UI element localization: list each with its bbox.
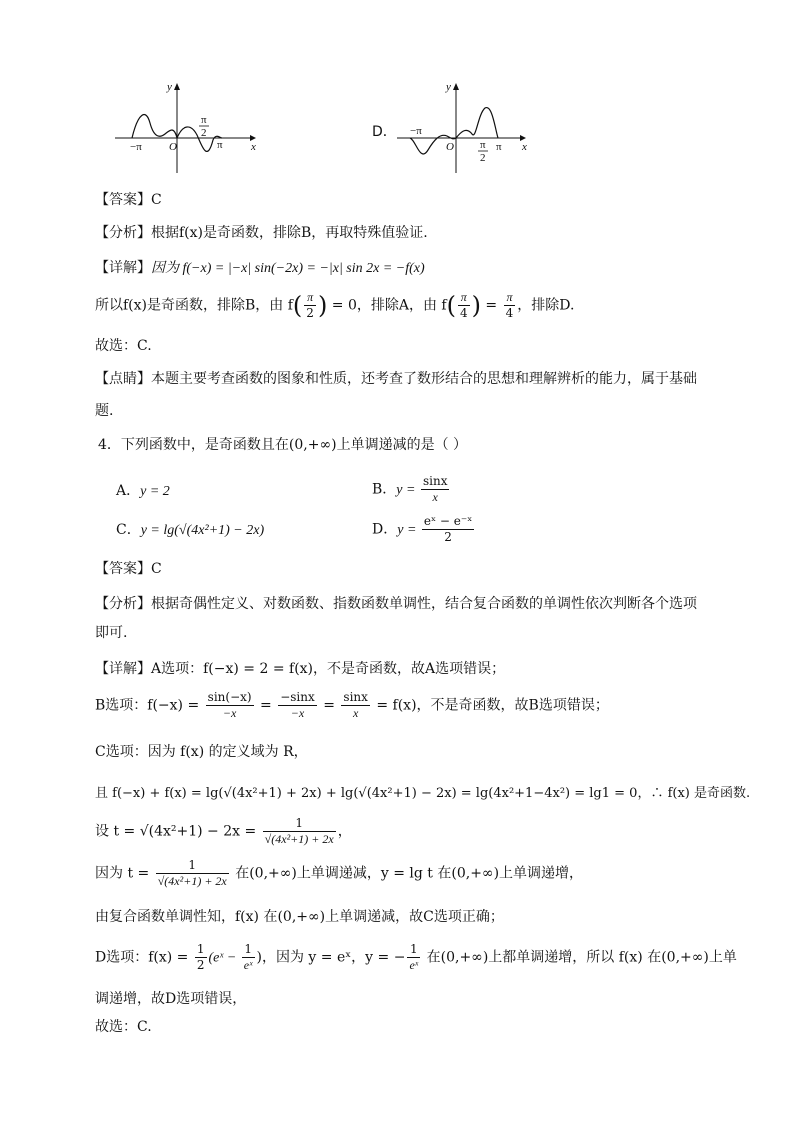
q4-option-d: D．y = $\frac{\text{eˣ − e⁻ˣ}}{2}$ xyxy=(372,514,473,544)
option-d-label: D． xyxy=(372,124,397,140)
y-label: y xyxy=(167,81,172,93)
q4-detail-c4: 因为 t = $\frac{1}{\text{√(4x²+1) + 2x}}$ 在(0,+∞)上单调递减，y = lg t 在(0,+∞)上单调递增， xyxy=(95,858,584,888)
pi-label: π xyxy=(496,141,502,153)
q3-answer: 【答案】C xyxy=(95,192,162,208)
y-axis-arrow xyxy=(174,83,180,90)
q3-detail: 【详解】因为 f(−x) = |−x| sin(−2x) = −|x| sin 2x = −f(x) xyxy=(95,260,425,276)
q4-option-b: B．y = $\frac{\sin x}{x}$ xyxy=(372,474,448,504)
q4-detail-b: B选项：f(−x) = $\frac{\sin(-x)}{-x}$ = $\frac{-\sin x}{-x}$ = $\frac{\sin x}{x}$ = f(x)，不是奇函数，故B选项错误； xyxy=(95,690,609,720)
q4-detail-c1: C选项：因为 f(x) 的定义域为 R， xyxy=(95,744,308,760)
pi-label: π xyxy=(217,139,223,151)
q4-detail-d2: 调递增，故D选项错误， xyxy=(95,991,247,1007)
origin-label: O xyxy=(169,141,177,153)
pi-half-den: 2 xyxy=(480,152,486,164)
q4-answer: 【答案】C xyxy=(95,561,162,577)
q4-stem: 4．下列函数中，是奇函数且在(0,+∞)上单调递减的是（ ） xyxy=(98,437,468,453)
y-label: y xyxy=(446,81,451,93)
q4-analysis-2: 即可. xyxy=(95,625,128,641)
q4-option-c: C．y = lg(√(4x²+1) − 2x) xyxy=(116,522,265,538)
q4-detail-a: 【详解】A选项：f(−x) = 2 = f(x)，不是奇函数，故A选项错误； xyxy=(95,661,506,677)
y-axis-arrow xyxy=(453,83,459,90)
neg-pi-label: −π xyxy=(130,141,142,153)
q3-detail-2: 所以f(x)是奇函数，排除B，由 f( $\frac{\pi}{2}$ ) = 0，排除A，由 f( $\frac{\pi}{4}$ ) = $\frac{\pi}{4}$ ，排除D. xyxy=(95,290,575,320)
q4-choice: 故选：C. xyxy=(95,1019,152,1035)
origin-label: O xyxy=(446,141,454,153)
graph-option-d xyxy=(392,78,542,178)
pi-half-den: 2 xyxy=(201,127,207,139)
q4-analysis: 【分析】根据奇偶性定义、对数函数、指数函数单调性，结合复合函数的单调性依次判断各个选项 xyxy=(95,596,697,612)
graph-option-c xyxy=(110,78,260,178)
q4-detail-c2: 且 f(−x) + f(x) = lg(√(4x²+1) + 2x) + lg(√(4x²+1) − 2x) = lg(4x²+1−4x²) = lg1 = 0，∴ f(x) 是奇函数. xyxy=(95,786,751,801)
q4-detail-c3: 设 t = √(4x²+1) − 2x = $\frac{1}{\text{√(4x²+1) + 2x}}$ ， xyxy=(95,816,352,846)
q3-review: 【点睛】本题主要考查函数的图象和性质，还考查了数形结合的思想和理解辨析的能力，属于基础 xyxy=(95,371,697,387)
q4-detail-c5: 由复合函数单调性知，f(x) 在(0,+∞)上单调递减，故C选项正确； xyxy=(95,909,504,925)
pi-half-num: π xyxy=(201,114,207,126)
x-label: x xyxy=(522,141,527,153)
neg-pi-label: −π xyxy=(410,125,422,137)
x-label: x xyxy=(251,141,256,153)
q3-analysis: 【分析】根据f(x)是奇函数，排除B，再取特殊值验证. xyxy=(95,225,428,241)
pi-half-num: π xyxy=(480,139,486,151)
q4-detail-d1: D选项：f(x) = $\frac{1}{2}$ (eˣ − $\frac{1}{\text{eˣ}}$ )，因为 y = eˣ，y = − $\frac{1}{\text{eˣ}}$ 在(0,+∞)上都单调递增，所以 f(x) 在(0,+∞)上单 xyxy=(95,942,737,972)
q4-option-a: A．y = 2 xyxy=(116,483,170,499)
q3-choice: 故选：C. xyxy=(95,338,152,354)
q3-review-2: 题. xyxy=(95,403,114,419)
